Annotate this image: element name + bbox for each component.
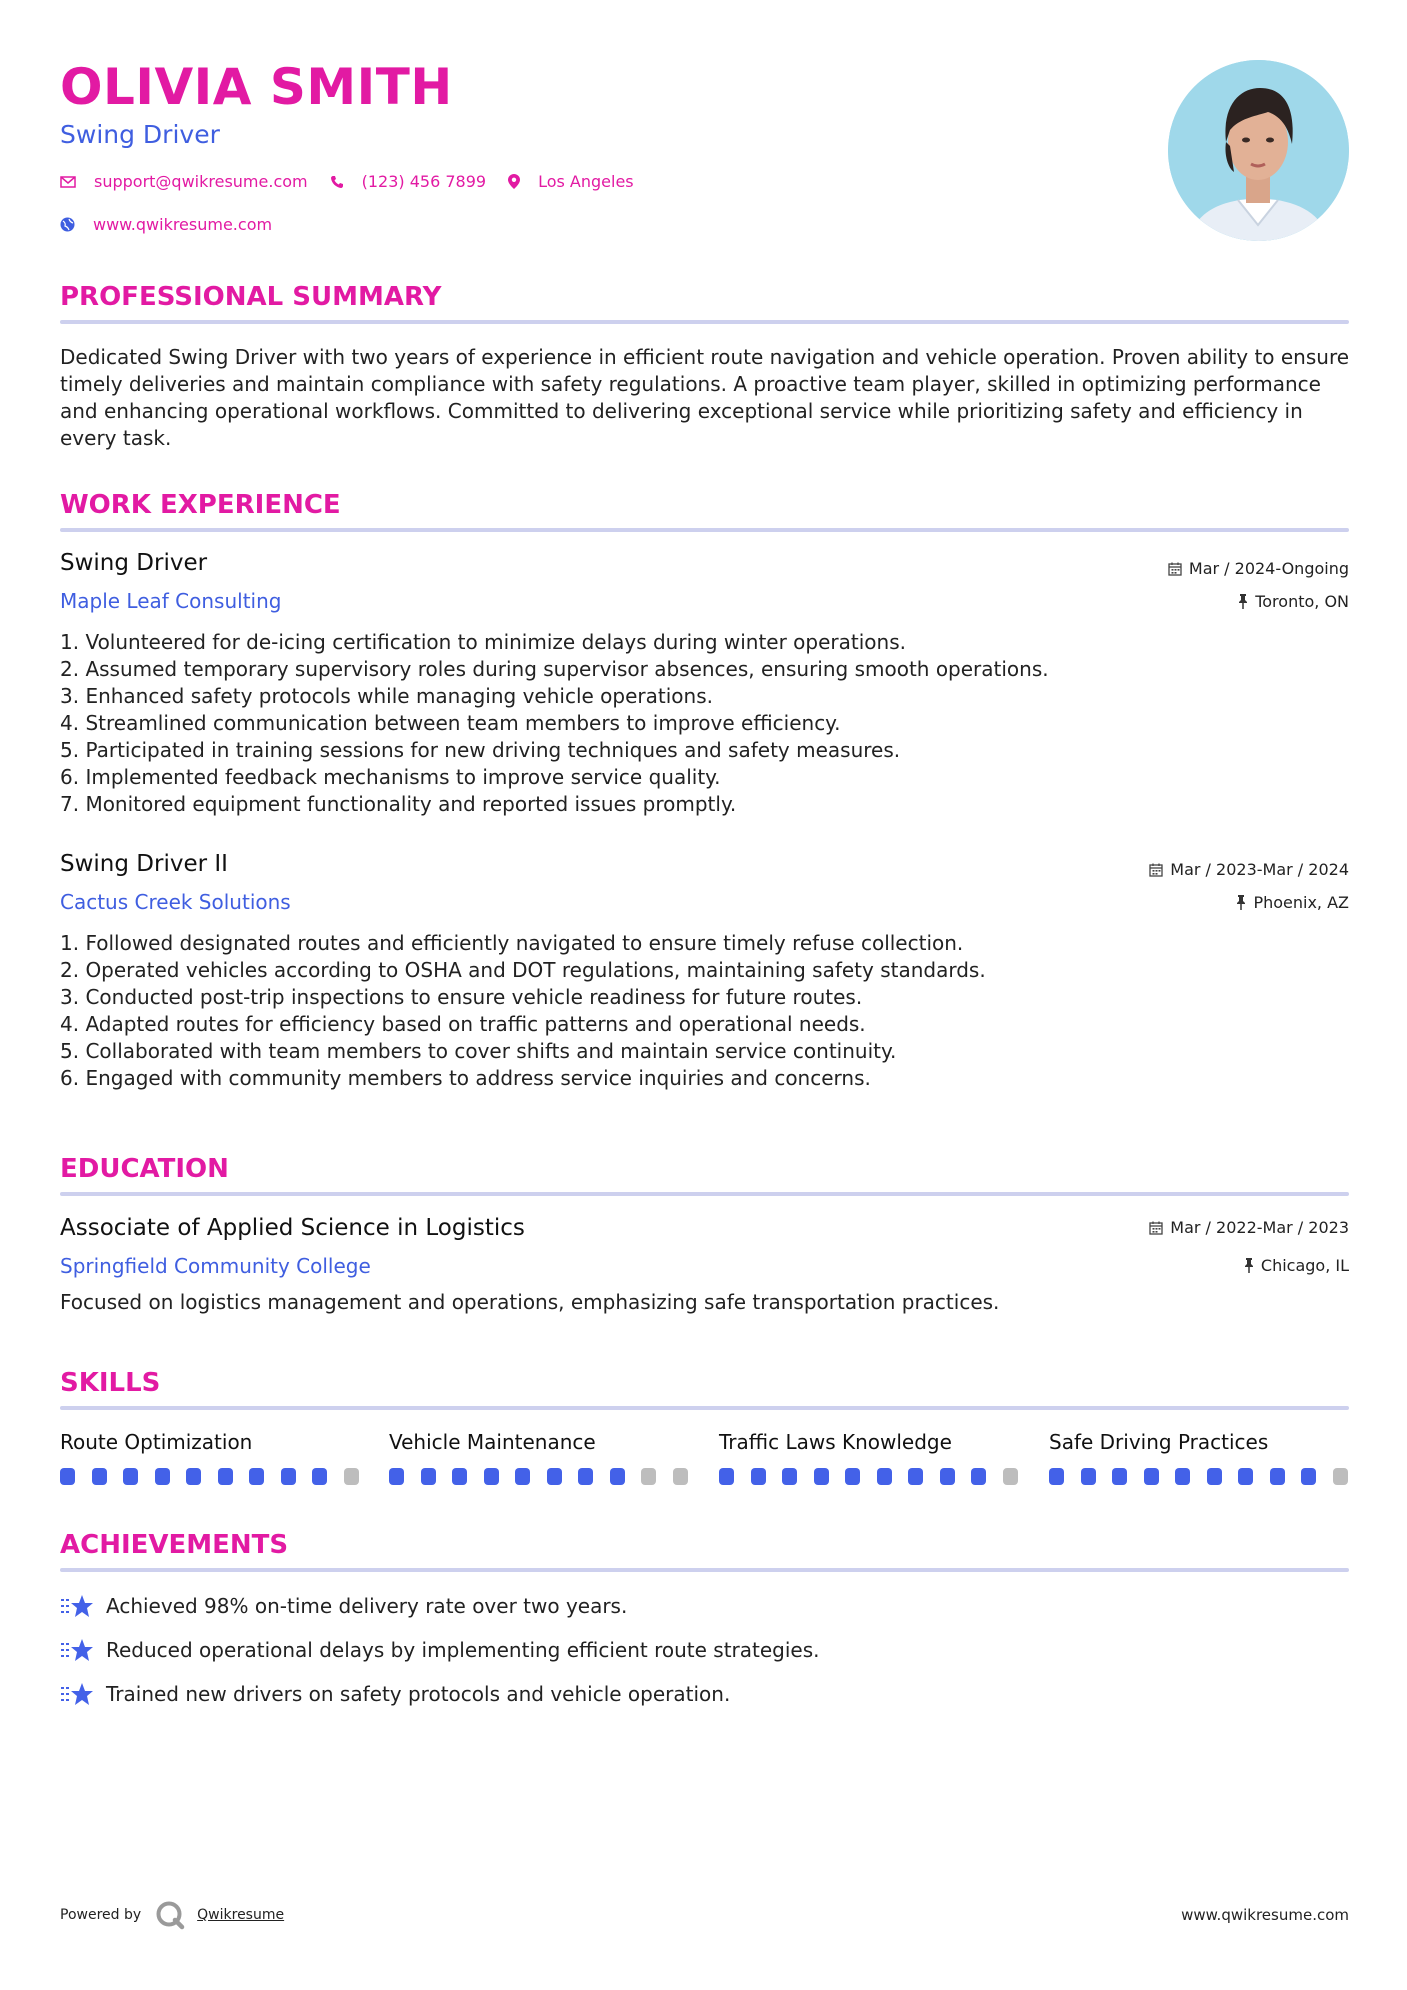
skill-dot-filled xyxy=(1081,1468,1096,1485)
website-text: www.qwikresume.com xyxy=(93,215,273,234)
company-name: Cactus Creek Solutions xyxy=(60,890,291,914)
location-item xyxy=(508,172,634,191)
skill-dot-filled xyxy=(249,1468,264,1485)
email-text: support@qwikresume.com xyxy=(94,172,308,191)
list-item: 6. Implemented feedback mechanisms to improve service quality. xyxy=(60,765,721,789)
skill-item xyxy=(719,1430,1019,1485)
skill-dot-filled xyxy=(1175,1468,1190,1485)
skill-dot-filled xyxy=(186,1468,201,1485)
education-dates-text: Mar / 2022-Mar / 2023 xyxy=(1170,1218,1349,1237)
skill-dot-filled xyxy=(155,1468,170,1485)
location-text: Los Angeles xyxy=(538,172,634,191)
skill-name: Vehicle Maintenance xyxy=(389,1430,596,1454)
footer-website-link[interactable]: www.qwikresume.com xyxy=(1181,1906,1349,1924)
job-bullets xyxy=(60,930,1340,1092)
skill-dot-filled xyxy=(751,1468,766,1485)
achievement-text: Reduced operational delays by implementing efficient route strategies. xyxy=(106,1638,820,1662)
skill-dot-filled xyxy=(1207,1468,1222,1485)
section-divider xyxy=(60,1406,1349,1410)
skill-dot-filled xyxy=(782,1468,797,1485)
education-description: Focused on logistics management and operations, emphasizing safe transportation practices. xyxy=(60,1290,1000,1314)
shooting-star-icon xyxy=(60,1593,94,1619)
candidate-role: Swing Driver xyxy=(60,120,220,149)
calendar-icon xyxy=(1149,1221,1163,1235)
website-item[interactable] xyxy=(60,215,272,234)
skill-name: Traffic Laws Knowledge xyxy=(719,1430,952,1454)
achievement-item xyxy=(60,1593,627,1619)
degree-title: Associate of Applied Science in Logistics xyxy=(60,1215,525,1241)
contact-row xyxy=(60,172,656,191)
skill-dot-filled xyxy=(421,1468,436,1485)
skill-dot-filled xyxy=(1112,1468,1127,1485)
job-dates-text: Mar / 2023-Mar / 2024 xyxy=(1170,860,1349,879)
list-item: 3. Enhanced safety protocols while managing vehicle operations. xyxy=(60,684,713,708)
job-location-text: Phoenix, AZ xyxy=(1253,893,1349,912)
job-title: Swing Driver xyxy=(60,550,208,576)
achievement-item xyxy=(60,1637,820,1663)
phone-text: (123) 456 7899 xyxy=(361,172,487,191)
achievement-text: Achieved 98% on-time delivery rate over two years. xyxy=(106,1594,628,1618)
section-divider xyxy=(60,1192,1349,1196)
job-location-text: Toronto, ON xyxy=(1255,592,1349,611)
section-divider xyxy=(60,320,1349,324)
skill-dot-filled xyxy=(1270,1468,1285,1485)
skill-dot-filled xyxy=(515,1468,530,1485)
profile-portrait-image xyxy=(1168,60,1349,241)
skill-rating xyxy=(719,1468,1019,1485)
skill-name: Route Optimization xyxy=(60,1430,253,1454)
skills-heading: SKILLS xyxy=(60,1368,161,1398)
website-row xyxy=(60,215,294,234)
globe-icon xyxy=(60,217,75,232)
company-name: Maple Leaf Consulting xyxy=(60,589,282,613)
skill-dot-filled xyxy=(814,1468,829,1485)
skill-dot-filled xyxy=(312,1468,327,1485)
skill-dot-filled xyxy=(1301,1468,1316,1485)
education-heading: EDUCATION xyxy=(60,1154,229,1184)
shooting-star-icon xyxy=(60,1681,94,1707)
skill-dot-filled xyxy=(971,1468,986,1485)
envelope-icon xyxy=(60,176,76,188)
education-dates xyxy=(1149,1218,1349,1237)
list-item: 5. Collaborated with team members to cover shifts and maintain service continuity. xyxy=(60,1039,897,1063)
calendar-icon xyxy=(1149,863,1163,877)
skill-dot-filled xyxy=(92,1468,107,1485)
skill-item xyxy=(60,1430,360,1485)
experience-heading: WORK EXPERIENCE xyxy=(60,490,341,520)
list-item: 6. Engaged with community members to address service inquiries and concerns. xyxy=(60,1066,871,1090)
skill-dot-filled xyxy=(908,1468,923,1485)
section-divider xyxy=(60,528,1349,532)
job-dates xyxy=(1149,860,1349,879)
summary-text: Dedicated Swing Driver with two years of experience in efficient route navigation and vehicle operation. Proven ability to ensure timely deliveries and maintain compliance with safety regulations. A proactive team player, skilled in optimizing performance and enhancing operational workflows. Committed to delivering exceptional service while prioritizing safety and efficiency in every task. xyxy=(60,345,1350,450)
skill-dot-filled xyxy=(719,1468,734,1485)
list-item: 4. Streamlined communication between team members to improve efficiency. xyxy=(60,711,841,735)
achievements-heading: ACHIEVEMENTS xyxy=(60,1530,289,1560)
skill-dot-filled xyxy=(452,1468,467,1485)
map-pin-icon xyxy=(508,174,520,189)
shooting-star-icon xyxy=(60,1637,94,1663)
skill-rating xyxy=(389,1468,689,1485)
qwikresume-link[interactable]: Qwikresume xyxy=(197,1907,285,1923)
job-title: Swing Driver II xyxy=(60,851,228,877)
job-location xyxy=(1236,893,1349,912)
skill-dot-filled xyxy=(845,1468,860,1485)
pushpin-icon xyxy=(1238,594,1248,609)
list-item: 3. Conducted post-trip inspections to ensure vehicle readiness for future routes. xyxy=(60,985,863,1009)
qwikresume-logo-icon xyxy=(155,1900,185,1930)
list-item: 2. Operated vehicles according to OSHA and DOT regulations, maintaining safety standards. xyxy=(60,958,986,982)
skill-dot-filled xyxy=(60,1468,75,1485)
skill-dot-filled xyxy=(281,1468,296,1485)
skill-item xyxy=(1049,1430,1349,1485)
skill-dot-filled xyxy=(547,1468,562,1485)
skill-dot-filled xyxy=(877,1468,892,1485)
skill-dot-empty xyxy=(1333,1468,1348,1485)
skill-dot-filled xyxy=(940,1468,955,1485)
skill-dot-empty xyxy=(641,1468,656,1485)
skill-dot-filled xyxy=(389,1468,404,1485)
achievement-text: Trained new drivers on safety protocols and vehicle operation. xyxy=(106,1682,731,1706)
education-location-text: Chicago, IL xyxy=(1260,1256,1349,1275)
skill-name: Safe Driving Practices xyxy=(1049,1430,1269,1454)
skill-dot-filled xyxy=(578,1468,593,1485)
job-location xyxy=(1238,592,1349,611)
powered-by-label: Powered by xyxy=(60,1907,142,1923)
list-item: 4. Adapted routes for efficiency based on traffic patterns and operational needs. xyxy=(60,1012,866,1036)
skill-dot-filled xyxy=(1238,1468,1253,1485)
skill-dot-filled xyxy=(218,1468,233,1485)
skill-rating xyxy=(60,1468,360,1485)
candidate-name: OLIVIA SMITH xyxy=(60,58,453,116)
section-divider xyxy=(60,1568,1349,1572)
summary-heading: PROFESSIONAL SUMMARY xyxy=(60,282,442,312)
list-item: 7. Monitored equipment functionality and reported issues promptly. xyxy=(60,792,737,816)
list-item: 5. Participated in training sessions for new driving techniques and safety measures. xyxy=(60,738,901,762)
education-location xyxy=(1244,1256,1349,1275)
skill-dot-empty xyxy=(673,1468,688,1485)
job-bullets xyxy=(60,629,1340,818)
skill-item xyxy=(389,1430,689,1485)
list-item: 2. Assumed temporary supervisory roles during supervisor absences, ensuring smooth operations. xyxy=(60,657,1049,681)
phone-item[interactable] xyxy=(330,172,486,191)
skill-dot-filled xyxy=(123,1468,138,1485)
skill-dot-filled xyxy=(1049,1468,1064,1485)
profile-photo xyxy=(1168,60,1349,241)
list-item: 1. Volunteered for de-icing certification to minimize delays during winter operations. xyxy=(60,630,906,654)
pushpin-icon xyxy=(1236,895,1246,910)
footer-powered-by xyxy=(60,1900,284,1930)
calendar-icon xyxy=(1168,562,1182,576)
skill-dot-filled xyxy=(1144,1468,1159,1485)
school-name: Springfield Community College xyxy=(60,1254,371,1278)
pushpin-icon xyxy=(1244,1258,1254,1273)
job-dates-text: Mar / 2024-Ongoing xyxy=(1188,559,1349,578)
skill-dot-empty xyxy=(1003,1468,1018,1485)
achievement-item xyxy=(60,1681,730,1707)
skill-rating xyxy=(1049,1468,1349,1485)
list-item: 1. Followed designated routes and efficiently navigated to ensure timely refuse collection. xyxy=(60,931,964,955)
job-dates xyxy=(1168,559,1349,578)
skill-dot-filled xyxy=(610,1468,625,1485)
skill-dot-empty xyxy=(344,1468,359,1485)
skill-dot-filled xyxy=(484,1468,499,1485)
phone-icon xyxy=(330,175,344,189)
email-item[interactable] xyxy=(60,172,308,191)
